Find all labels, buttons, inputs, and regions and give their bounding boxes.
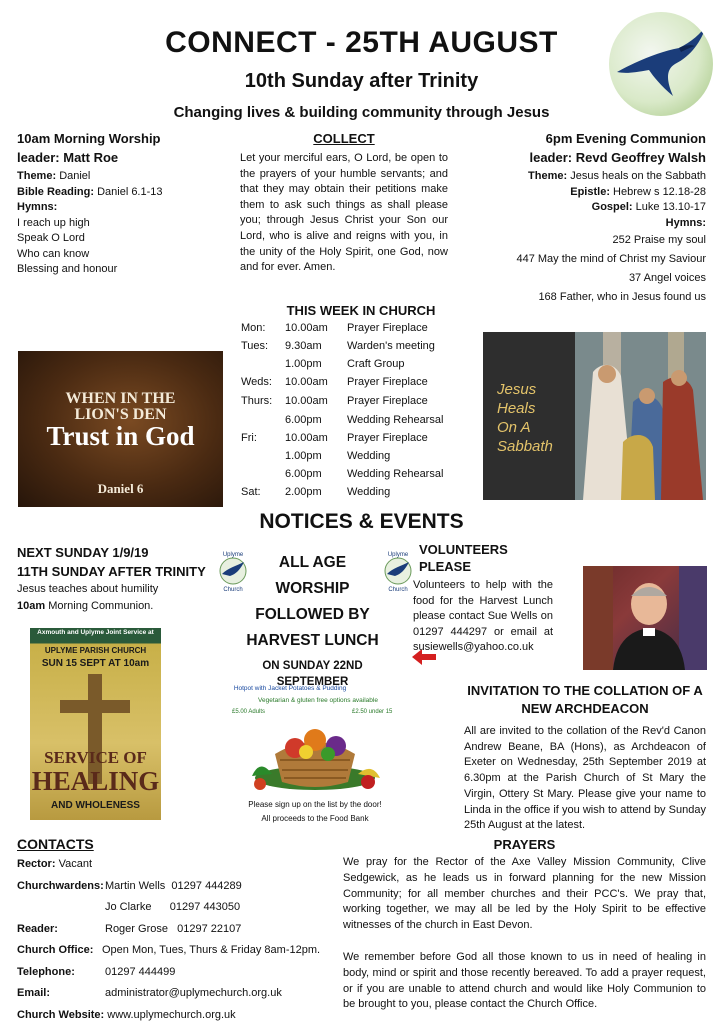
page-subtitle: 10th Sunday after Trinity xyxy=(0,70,723,93)
office-row xyxy=(17,944,347,966)
tagline: Changing lives & building community through Jesus xyxy=(0,104,723,121)
schedule-day: Sat: xyxy=(241,486,261,498)
prayers-para2: We remember before God all those known to us in need of healing in body, mind or spirit and those recently bereaved. To add a prayer request, or if you are unable to attend church and would like Holy Communion to be brought to you, please contact the Church Office. xyxy=(343,950,706,1013)
sabbath-line: On A xyxy=(497,418,553,437)
schedule-time: 1.00pm xyxy=(285,358,322,370)
svg-text:Uplyme: Uplyme xyxy=(388,552,409,558)
evening-communion xyxy=(470,130,706,307)
contacts-heading: CONTACTS xyxy=(17,836,94,852)
schedule-event: Wedding xyxy=(347,450,390,462)
evening-hymn: 168 Father, who in Jesus found us xyxy=(470,288,706,307)
schedule-time: 6.00pm xyxy=(285,414,322,426)
notices-heading: NOTICES & EVENTS xyxy=(0,510,723,534)
schedule-row xyxy=(241,395,481,414)
email-link[interactable]: administrator@uplymechurch.org.uk xyxy=(105,987,282,999)
office-value: Open Mon, Tues, Thurs & Friday 8am-12pm. xyxy=(102,944,320,956)
email-label: Email: xyxy=(17,987,50,999)
warden1-value: Martin Wells 01297 444289 xyxy=(105,880,242,892)
schedule-row xyxy=(241,358,481,377)
schedule-row xyxy=(241,432,481,451)
svg-text:Church: Church xyxy=(388,587,407,593)
schedule-row xyxy=(241,486,481,505)
evening-epistle xyxy=(470,185,706,201)
schedule-time: 2.00pm xyxy=(285,486,322,498)
rector-value: Vacant xyxy=(59,858,92,870)
lion-line1: WHEN IN THE xyxy=(18,391,223,407)
theme-value: Jesus heals on the Sabbath xyxy=(570,170,706,182)
collect-heading: COLLECT xyxy=(240,130,448,147)
wardens-label: Churchwardens: xyxy=(17,880,104,892)
office-label: Church Office: xyxy=(17,944,93,956)
next-service: Morning Communion. xyxy=(48,600,153,612)
morning-theme xyxy=(17,169,217,185)
next-sunday-trinity: 11TH SUNDAY AFTER TRINITY xyxy=(17,562,222,581)
morning-heading: 10am Morning Worship xyxy=(17,130,217,147)
next-sunday-service xyxy=(17,598,222,615)
morning-hymn: Speak O Lord xyxy=(17,231,217,247)
schedule-day: Tues: xyxy=(241,340,268,352)
svg-text:Church: Church xyxy=(223,587,242,593)
schedule-event: Wedding Rehearsal xyxy=(347,468,443,480)
schedule-event: Wedding Rehearsal xyxy=(347,414,443,426)
web-row xyxy=(17,1009,347,1030)
morning-hymn: I reach up high xyxy=(17,216,217,232)
jesus-heals-image xyxy=(483,332,706,500)
rector-label: Rector: xyxy=(17,858,56,870)
vegetable-basket-icon xyxy=(240,718,390,794)
schedule-day: Weds: xyxy=(241,376,272,388)
schedule-row xyxy=(241,376,481,395)
warden2-row xyxy=(17,901,347,923)
poster-service: SERVICE OF xyxy=(30,748,161,768)
signup-text: Please sign up on the list by the door! xyxy=(230,800,400,809)
sabbath-line: Jesus xyxy=(497,380,553,399)
rector-row xyxy=(17,858,347,880)
next-time: 10am xyxy=(17,600,45,612)
gospel-label: Gospel: xyxy=(592,201,633,213)
healing-poster xyxy=(30,628,161,820)
lion-line3: Trust in God xyxy=(18,421,223,451)
harvest-notice xyxy=(225,550,400,690)
hotpot-text: Hotpot with Jacket Potatoes & Pudding xyxy=(215,685,365,692)
portrait-icon xyxy=(583,566,707,670)
theme-value: Daniel xyxy=(59,170,90,182)
phone-row xyxy=(17,966,347,988)
web-label: Church Website: xyxy=(17,1009,104,1021)
prayers xyxy=(343,836,706,1013)
volunteers-text: Volunteers to help with the food for the Harvest Lunch please contact Sue Wells on 01297 444297 or email at susiewells@yahoo.co.uk xyxy=(413,578,553,656)
schedule-time: 10.00am xyxy=(285,432,328,444)
warden2-value: Jo Clarke 01297 443050 xyxy=(105,901,240,913)
email-row xyxy=(17,987,347,1009)
sabbath-line: Heals xyxy=(497,399,553,418)
harvest-line: WORSHIP xyxy=(225,576,400,602)
evening-theme xyxy=(470,169,706,185)
schedule-event: Prayer Fireplace xyxy=(347,376,428,388)
harvest-line: FOLLOWED BY xyxy=(225,602,400,628)
schedule-event: Prayer Fireplace xyxy=(347,322,428,334)
schedule-row xyxy=(241,340,481,359)
collation xyxy=(464,682,706,834)
sabbath-line: Sabbath xyxy=(497,437,553,456)
child-price: £2.50 under 15 xyxy=(352,709,392,715)
schedule-event: Craft Group xyxy=(347,358,404,370)
morning-hymn: Who can know xyxy=(17,247,217,263)
schedule-day: Fri: xyxy=(241,432,257,444)
schedule-time: 10.00am xyxy=(285,395,328,407)
gospel-value: Luke 13.10-17 xyxy=(636,201,706,213)
contacts-list xyxy=(17,858,347,1030)
schedule-row xyxy=(241,450,481,469)
poster-date: SUN 15 SEPT AT 10am xyxy=(30,658,161,669)
svg-text:Uplyme: Uplyme xyxy=(223,552,244,558)
collation-heading: INVITATION TO THE COLLATION OF A NEW ARCHDEACON xyxy=(464,682,706,718)
schedule-event: Prayer Fireplace xyxy=(347,432,428,444)
prayers-para1: We pray for the Rector of the Axe Valley Mission Community, Clive Sedgewick, as he leads us in forward planning for the new Mission Community; for all member churches and their PCC's. We pray that, working together, we may all be led by the Holy Spirit to be effective witnesses of the church in East Devon. xyxy=(343,855,706,934)
schedule-row xyxy=(241,414,481,433)
poster-top1: Axmouth and Uplyme Joint Service at xyxy=(30,629,161,636)
phone-value: 01297 444499 xyxy=(105,966,175,978)
evening-heading: 6pm Evening Communion xyxy=(470,130,706,147)
evening-gospel xyxy=(470,200,706,216)
schedule-time: 9.30am xyxy=(285,340,322,352)
schedule-time: 1.00pm xyxy=(285,450,322,462)
evening-hymns-label: Hymns: xyxy=(470,216,706,232)
next-sunday xyxy=(17,543,222,615)
schedule-day: Thurs: xyxy=(241,395,272,407)
poster-wholeness: AND WHOLENESS xyxy=(30,800,161,811)
collect-text: Let your merciful ears, O Lord, be open to the prayers of your humble servants; and that they may obtain their petitions make them to ask such things as shall please you; through Jesus Christ your Son our Lord, who is alive and reigns with you, in the unity of the Holy Spirit, one God, now and for ever. Amen. xyxy=(240,151,448,276)
theme-label: Theme: xyxy=(528,170,567,182)
schedule-row xyxy=(241,322,481,341)
next-sunday-theme: Jesus teaches about humility xyxy=(17,581,222,598)
veg-text: Vegetarian & gluten free options available xyxy=(258,697,408,704)
volunteers-heading: VOLUNTEERS PLEASE xyxy=(419,541,553,575)
reader-row xyxy=(17,923,347,945)
harvest-date: ON SUNDAY 22ND SEPTEMBER xyxy=(243,658,383,690)
next-sunday-date: NEXT SUNDAY 1/9/19 xyxy=(17,543,222,562)
wardens-row xyxy=(17,880,347,902)
week-heading: THIS WEEK IN CHURCH xyxy=(241,302,481,319)
evening-hymn: 252 Praise my soul xyxy=(470,231,706,250)
adult-price: £5.00 Adults xyxy=(232,709,265,715)
epistle-label: Epistle: xyxy=(570,186,610,198)
schedule-row xyxy=(241,468,481,487)
volunteers xyxy=(413,541,553,656)
swallow-logo-icon xyxy=(609,12,713,116)
phone-label: Telephone: xyxy=(17,966,75,978)
evening-hymn: 37 Angel voices xyxy=(470,269,706,288)
schedule-day: Mon: xyxy=(241,322,265,334)
poster-top2: UPLYME PARISH CHURCH xyxy=(30,646,161,655)
epistle-value: Hebrew s 12.18-28 xyxy=(613,186,706,198)
morning-leader: leader: Matt Roe xyxy=(17,149,217,166)
lion-line4: Daniel 6 xyxy=(18,481,223,497)
archdeacon-photo xyxy=(583,566,707,670)
reader-value: Roger Grose 01297 22107 xyxy=(105,923,241,935)
morning-hymn: Blessing and honour xyxy=(17,262,217,278)
schedule-time: 10.00am xyxy=(285,376,328,388)
theme-label: Theme: xyxy=(17,170,56,182)
lion-line2: LION'S DEN xyxy=(18,407,223,423)
page-title: CONNECT - 25TH AUGUST xyxy=(0,26,723,60)
sabbath-caption xyxy=(497,380,553,456)
schedule-event: Warden's meeting xyxy=(347,340,435,352)
schedule-event: Wedding xyxy=(347,486,390,498)
vegetable-basket-image xyxy=(240,718,390,794)
harvest-line: ALL AGE xyxy=(225,550,400,576)
evening-hymn: 447 May the mind of Christ my Saviour xyxy=(470,250,706,269)
prayers-heading: PRAYERS xyxy=(343,836,706,853)
schedule-time: 6.00pm xyxy=(285,468,322,480)
collation-text: All are invited to the collation of the Rev'd Canon Andrew Beane, BA (Hons), as Archdeacon of Exeter on Wednesday, 25th September 2019 at 6.30pm at the Parish Church of St Mary the Virgin, Ottery St Mary. Please give your name to Linda in the office if you wish to attend by Sunday 25th August at the latest. xyxy=(464,724,706,834)
morning-reading xyxy=(17,185,217,201)
web-link[interactable]: www.uplymechurch.org.uk xyxy=(107,1009,235,1021)
reading-value: Daniel 6.1-13 xyxy=(97,186,162,198)
reader-label: Reader: xyxy=(17,923,58,935)
proceeds-text: All proceeds to the Food Bank xyxy=(230,814,400,823)
morning-worship xyxy=(17,130,217,278)
schedule-time: 10.00am xyxy=(285,322,328,334)
collect xyxy=(240,130,448,276)
morning-hymns-label: Hymns: xyxy=(17,200,217,216)
lions-den-image xyxy=(18,351,223,507)
reading-label: Bible Reading: xyxy=(17,186,94,198)
evening-leader: leader: Revd Geoffrey Walsh xyxy=(470,149,706,166)
schedule-event: Prayer Fireplace xyxy=(347,395,428,407)
poster-healing: HEALING xyxy=(30,766,161,797)
harvest-line: HARVEST LUNCH xyxy=(225,628,400,654)
